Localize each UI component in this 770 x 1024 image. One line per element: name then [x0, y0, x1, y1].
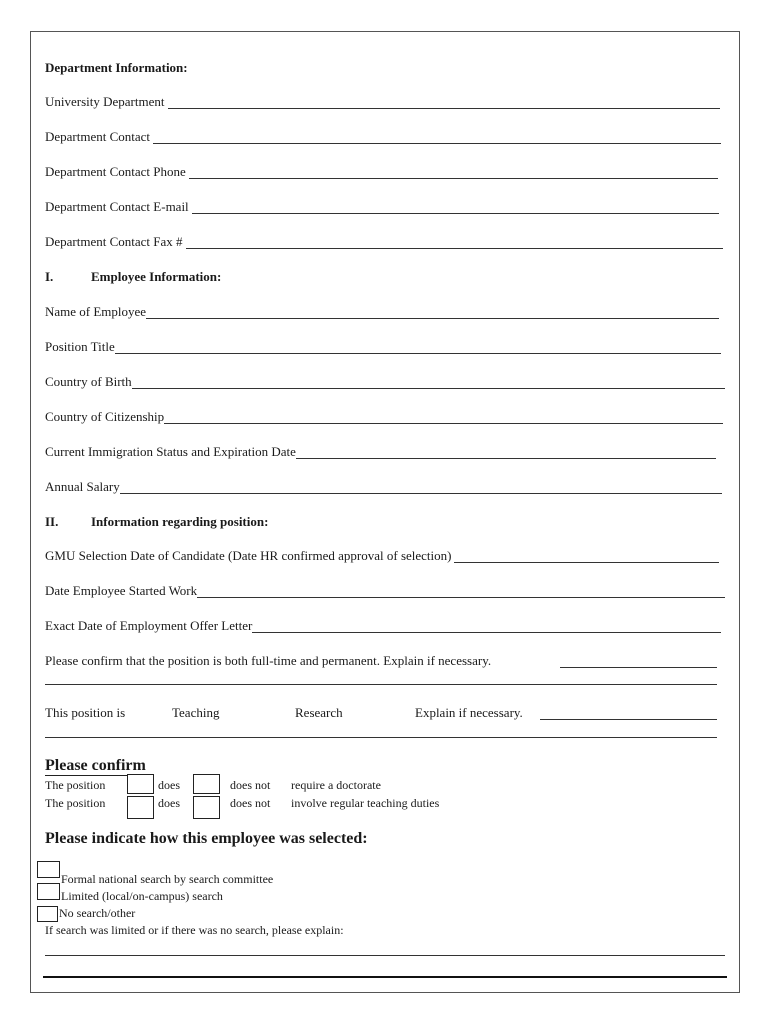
field-label: Date Employee Started Work — [45, 583, 198, 598]
section-title: Information regarding position: — [91, 514, 269, 529]
field-label: Position Title — [45, 339, 115, 354]
position-explain-line[interactable] — [540, 719, 717, 720]
section-title: Employee Information: — [91, 269, 222, 284]
search-explain-label: If search was limited or if there was no search, please explain: — [45, 923, 344, 937]
date-started-work-field[interactable] — [45, 583, 725, 598]
confirm-row-1-lead: The position — [45, 778, 106, 792]
department-contact-fax-field[interactable] — [45, 234, 723, 249]
country-of-citizenship-field[interactable] — [45, 409, 723, 424]
field-label: Country of Birth — [45, 374, 132, 389]
bottom-rule — [43, 976, 727, 978]
teaching-duties-does-not-checkbox[interactable] — [193, 796, 220, 819]
offer-letter-date-field[interactable] — [45, 618, 721, 633]
department-heading: Department Information: — [45, 60, 188, 75]
field-underline[interactable] — [153, 130, 721, 144]
please-confirm-heading: Please confirm — [45, 757, 146, 774]
university-department-field[interactable] — [45, 94, 720, 109]
field-underline[interactable] — [115, 340, 721, 354]
field-label: Department Contact Fax # — [45, 234, 183, 249]
field-label: Country of Citizenship — [45, 409, 165, 424]
field-underline[interactable] — [189, 165, 718, 179]
field-underline[interactable] — [120, 480, 722, 494]
position-explain-line-2[interactable] — [45, 737, 717, 738]
fulltime-permanent-label: Please confirm that the position is both full-time and permanent. Explain if necessary. — [45, 653, 492, 668]
confirm-row-2-text: involve regular teaching duties — [291, 796, 440, 810]
field-label: Department Contact Phone — [45, 164, 186, 179]
field-label: Exact Date of Employment Offer Letter — [45, 618, 253, 633]
employee-section-heading — [45, 269, 221, 285]
doctorate-does-not-checkbox[interactable] — [193, 774, 220, 794]
immigration-status-field[interactable] — [45, 444, 716, 459]
field-label: GMU Selection Date of Candidate (Date HR confirmed approval of selection) — [45, 548, 452, 563]
limited-search-label: Limited (local/on-campus) search — [61, 889, 223, 903]
field-underline[interactable] — [168, 95, 721, 109]
formal-search-label: Formal national search by search committee — [61, 872, 274, 886]
position-title-field[interactable] — [45, 339, 721, 354]
field-label: Department Contact — [45, 129, 151, 144]
field-underline[interactable] — [164, 410, 723, 424]
confirm-row-2-does-not: does not — [230, 796, 271, 810]
field-underline[interactable] — [132, 375, 725, 389]
fulltime-explain-line[interactable] — [560, 667, 717, 668]
position-section-heading — [45, 514, 268, 530]
gmu-selection-date-field[interactable] — [45, 548, 719, 563]
field-label: Annual Salary — [45, 479, 120, 494]
teaching-duties-does-checkbox[interactable] — [127, 796, 154, 819]
position-is-label: This position is — [45, 705, 126, 720]
formal-search-checkbox[interactable] — [37, 861, 60, 878]
field-underline[interactable] — [454, 549, 719, 563]
field-label: Name of Employee — [45, 304, 147, 319]
field-underline[interactable] — [192, 200, 719, 214]
employee-name-field[interactable] — [45, 304, 719, 319]
section-number: I. — [45, 269, 54, 284]
confirm-row-2-lead: The position — [45, 796, 106, 810]
department-contact-email-field[interactable] — [45, 199, 719, 214]
field-underline[interactable] — [186, 235, 723, 249]
field-label: Department Contact E-mail — [45, 199, 189, 214]
fulltime-explain-line-2[interactable] — [45, 684, 717, 685]
annual-salary-field[interactable] — [45, 479, 722, 494]
field-underline[interactable] — [197, 584, 725, 598]
field-label: Current Immigration Status and Expiration Date — [45, 444, 296, 459]
teaching-option[interactable]: Teaching — [172, 705, 220, 720]
search-explain-line[interactable] — [45, 955, 725, 956]
research-option[interactable]: Research — [295, 705, 343, 720]
confirm-row-1-does: does — [158, 778, 180, 792]
field-underline[interactable] — [296, 445, 716, 459]
no-search-checkbox[interactable] — [37, 906, 58, 922]
section-number: II. — [45, 514, 59, 529]
confirm-row-1-text: require a doctorate — [291, 778, 381, 792]
field-underline[interactable] — [252, 619, 721, 633]
country-of-birth-field[interactable] — [45, 374, 725, 389]
field-underline[interactable] — [146, 305, 719, 319]
selection-heading: Please indicate how this employee was selected: — [45, 830, 368, 847]
confirm-row-1-does-not: does not — [230, 778, 271, 792]
department-contact-field[interactable] — [45, 129, 721, 144]
field-label: University Department — [45, 94, 165, 109]
no-search-label: No search/other — [59, 906, 136, 920]
confirm-row-2-does: does — [158, 796, 180, 810]
doctorate-does-checkbox[interactable] — [127, 774, 154, 794]
department-contact-phone-field[interactable] — [45, 164, 718, 179]
limited-search-checkbox[interactable] — [37, 883, 60, 900]
explain-label: Explain if necessary. — [415, 705, 523, 720]
